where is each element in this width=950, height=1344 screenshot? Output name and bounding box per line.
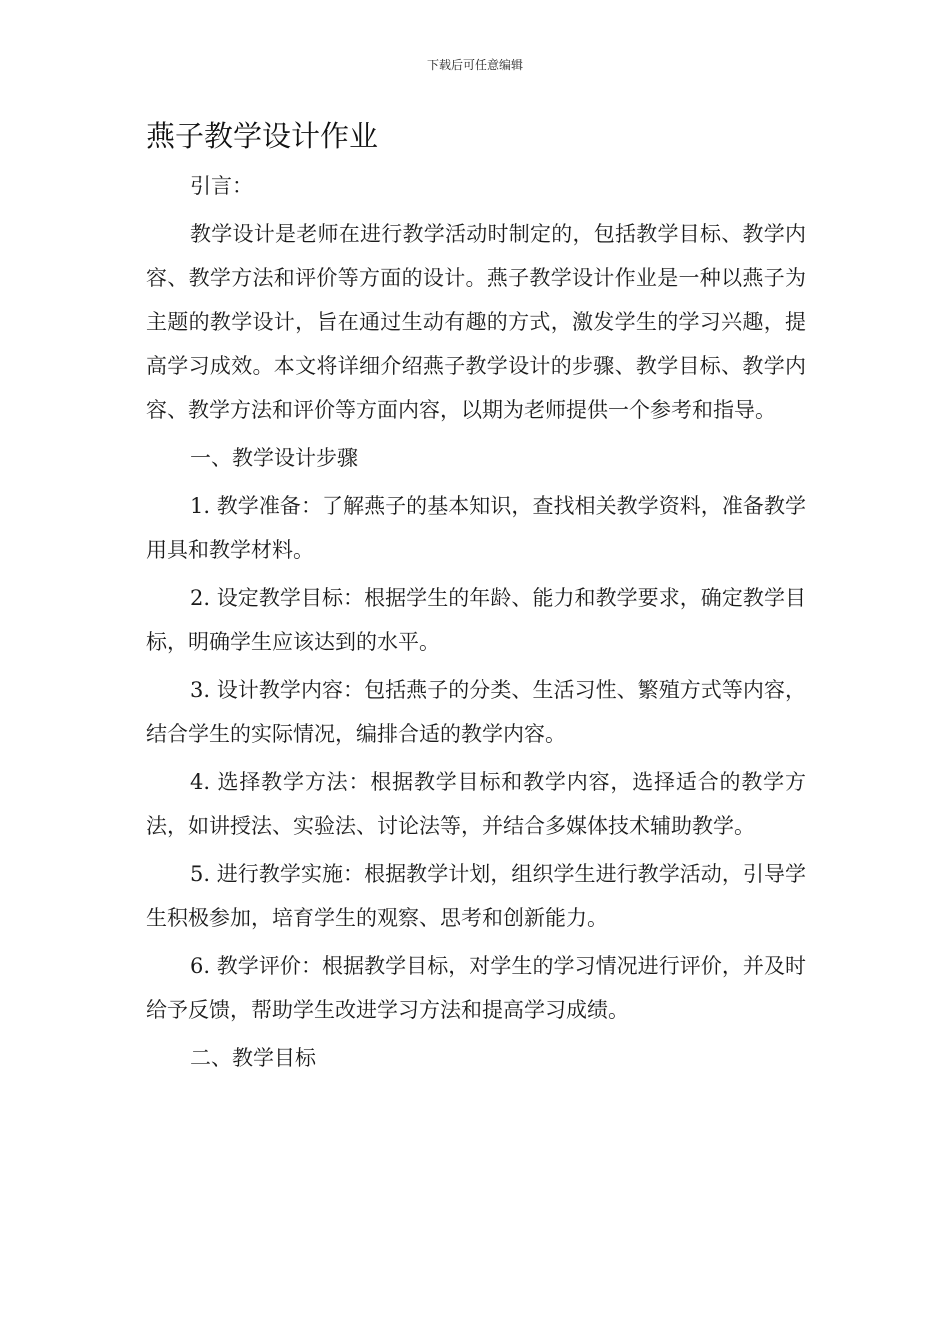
step-item-5: 5. 进行教学实施：根据教学计划，组织学生进行教学活动，引导学生积极参加，培育学生的观察、思考和创新能力。 <box>146 862 806 930</box>
section-heading-goals: 二、教学目标 <box>190 1046 316 1070</box>
page-title: 燕子教学设计作业 <box>146 119 379 153</box>
section-heading-steps: 一、教学设计步骤 <box>190 446 358 470</box>
intro-paragraph: 教学设计是老师在进行教学活动时制定的，包括教学目标、教学内容、教学方法和评价等方面的设计。燕子教学设计作业是一种以燕子为主题的教学设计，旨在通过生动有趣的方式，激发学生的学习兴趣，提高学习成效。本文将详细介绍燕子教学设计的步骤、教学目标、教学内容、教学方法和评价等方面内容，以期为老师提供一个参考和指导。 <box>146 222 806 422</box>
step-item-2: 2. 设定教学目标：根据学生的年龄、能力和教学要求，确定教学目标，明确学生应该达到的水平。 <box>146 586 806 654</box>
step-item-1: 1. 教学准备：了解燕子的基本知识，查找相关教学资料，准备教学用具和教学材料。 <box>146 494 806 562</box>
step-item-4: 4. 选择教学方法：根据教学目标和教学内容，选择适合的教学方法，如讲授法、实验法、讨论法等，并结合多媒体技术辅助教学。 <box>146 770 806 838</box>
intro-label: 引言： <box>190 174 253 198</box>
document-body <box>146 164 806 1080</box>
step-item-3: 3. 设计教学内容：包括燕子的分类、生活习性、繁殖方式等内容，结合学生的实际情况，编排合适的教学内容。 <box>146 678 806 746</box>
header-note: 下载后可任意编辑 <box>426 58 523 72</box>
step-item-6: 6. 教学评价：根据教学目标，对学生的学习情况进行评价，并及时给予反馈，帮助学生改进学习方法和提高学习成绩。 <box>146 954 806 1022</box>
